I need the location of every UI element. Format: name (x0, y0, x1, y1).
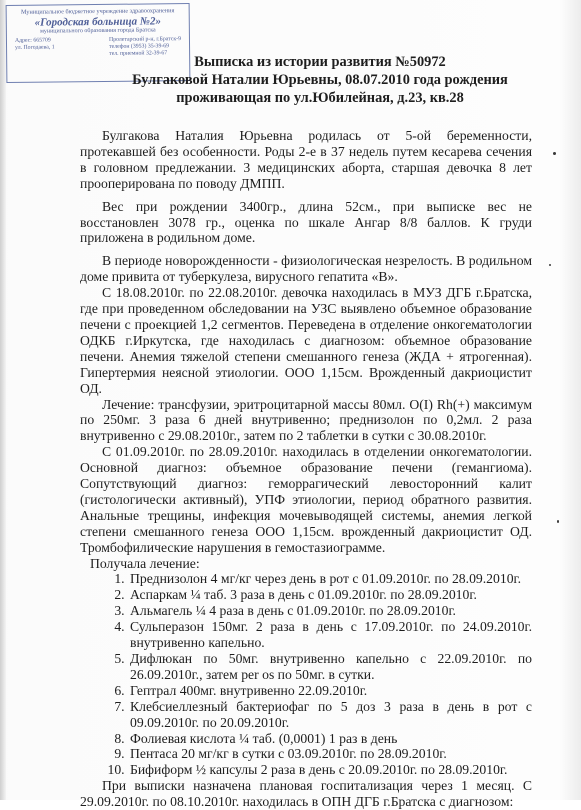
header-address: проживающая по ул.Юбилейная, д.23, кв.28 (176, 90, 464, 106)
treatment-item: 6. Гептрал 400мг. внутривенно 22.09.2010г. (128, 683, 532, 699)
treatment-item: 4. Сульперазон 150мг. 2 раза в день с 17.09.2010г. по 24.09.2010г. внутривенно капельно. (128, 619, 532, 651)
scan-edge-shadow (0, 0, 6, 800)
stamp-hospital-name: «Городская больница №2» (34, 15, 162, 29)
paragraph-second-hospitalization: С 01.09.2010г. по 28.09.2010г. находилась в отделении онкогематологии. Основной диагноз: объемное образование печени (гемангиома). Сопутствующий диагноз: геморрагический левосторонний калит (гистологически активный), УПФ этиологии, период обратного развития. Анальные трещины, инфекция мочевыводящей системы, анемия легкой степени смешанного генеза ООО 1,15см. врожденный дакриоцистит ОД. Тромбофилические нарушения в гемостазиограмме. (80, 444, 532, 555)
paragraph-birth-weight: Вес при рождении 3400гр., длина 52см., при выписке вес не восстановлен 3078 гр., оценка по шкале Ангар 8/8 баллов. К груди приложена в родильном доме. (80, 198, 532, 246)
header-title: Выписка из истории развития №50972 (194, 54, 446, 70)
paragraph-discharge: При выписки назначена плановая госпитализация через 1 месяц. С 29.09.2010г. по 08.10.2010г. находилась в ОПН ДГБ г.Братска с диагнозом: (80, 778, 532, 810)
paragraph-first-hospitalization: С 18.08.2010г. по 22.08.2010г. девочка находилась в МУЗ ДГБ г.Братска, где при проведенном обследовании на УЗС выявлено объемное образование печени с проекцией 1,2 сегментов. Переведена в отделение онкогематологии ОДКБ г.Иркутска, где находилась с диагнозом: объемное образование печени. Анемия тяжелой степени смешанного генеза (ЖДА + ятрогенная). Гипертермия неясной этиологии. ООО 1,15см. Врожденный дакриоцистит ОД. (80, 285, 532, 396)
stamp-addr-left-2: ул. Погодаева, 1 (15, 44, 55, 51)
treatment-item: 1. Преднизолон 4 мг/кг через день в рот с 01.09.2010г. по 28.09.2010г. (128, 571, 532, 587)
stamp-line3: муниципального образования города Братска (40, 27, 156, 35)
treatment-item: 5. Дифлюкан по 50мг. внутривенно капельно с 22.09.2010г. по 26.09.2010г., затем per os по 50мг. в сутки. (128, 651, 532, 683)
treatment-item: 9. Пентаса 20 мг/кг в сутки с 03.09.2010г. по 28.09.2010г. (128, 746, 532, 762)
paragraph-anamnesis: Булгакова Наталия Юрьевна родилась от 5-ой беременности, протекавшей без особенности. Роды 2-е в 37 недель путем кесарева сечения в головном предлежании. 3 медицинских аборта, старшая девочка 8 лет прооперирована по поводу ДМПП. (80, 128, 532, 191)
stamp-addr-left-1: Адрес: 665709 (14, 37, 51, 44)
scan-speck (553, 152, 556, 155)
scan-speck (549, 264, 551, 266)
paragraph-treatment: Лечение: трансфузии, эритроцитарной массы 80мл. О(I) Rh(+) максимум по 250мг. 3 раза 6 дней внутривенно; преднизолон по 0,2мл. 2 раза внутривенно с 29.08.2010г., затем по 2 таблетки в сутки с 30.08.2010г. (80, 396, 532, 444)
stamp-addr-right-1: Пролетарский р-н, г.Братск-9 (108, 36, 181, 43)
document-body (80, 128, 532, 810)
paragraph-neonatal: В периоде новорожденности - физиологическая незрелость. В родильном доме привита от туберкулеза, вирусного гепатита «В». (80, 253, 532, 285)
document-header (60, 53, 580, 107)
treatment-item: 8. Фолиевая кислота ¼ таб. (0,0001) 1 раз в день (128, 731, 532, 747)
stamp-addr-right-3: тел. приемной 32-39-67 (109, 49, 168, 57)
header-patient: Булгаковой Наталии Юрьевны, 08.07.2010 года рождения (132, 72, 508, 88)
scan-speck (557, 520, 559, 523)
stamp-addr-right-2: телефон (3953) 35-39-69 (109, 43, 170, 50)
treatment-list (80, 571, 532, 778)
stamp-line1: Муниципальное бюджетное учреждение здравоохранения (20, 7, 175, 16)
treatment-item: 7. Клебсиеллезный бактериофаг по 5 доз 3 раза в день в рот с 09.09.2010г. по 20.09.2010г. (128, 699, 532, 731)
treatment-item: 3. Альмагель ¼ 4 раза в день с 01.09.2010г. по 28.09.2010г. (128, 603, 532, 619)
treatment-item: 2. Аспаркам ¼ таб. 3 раза в день с 01.09.2010г. по 28.09.2010г. (128, 587, 532, 603)
treatment-item: 10. Бифиформ ½ капсулы 2 раза в день с 20.09.2010г. по 28.09.2010г. (128, 762, 532, 778)
treatment-list-heading: Получала лечение: (90, 555, 200, 571)
